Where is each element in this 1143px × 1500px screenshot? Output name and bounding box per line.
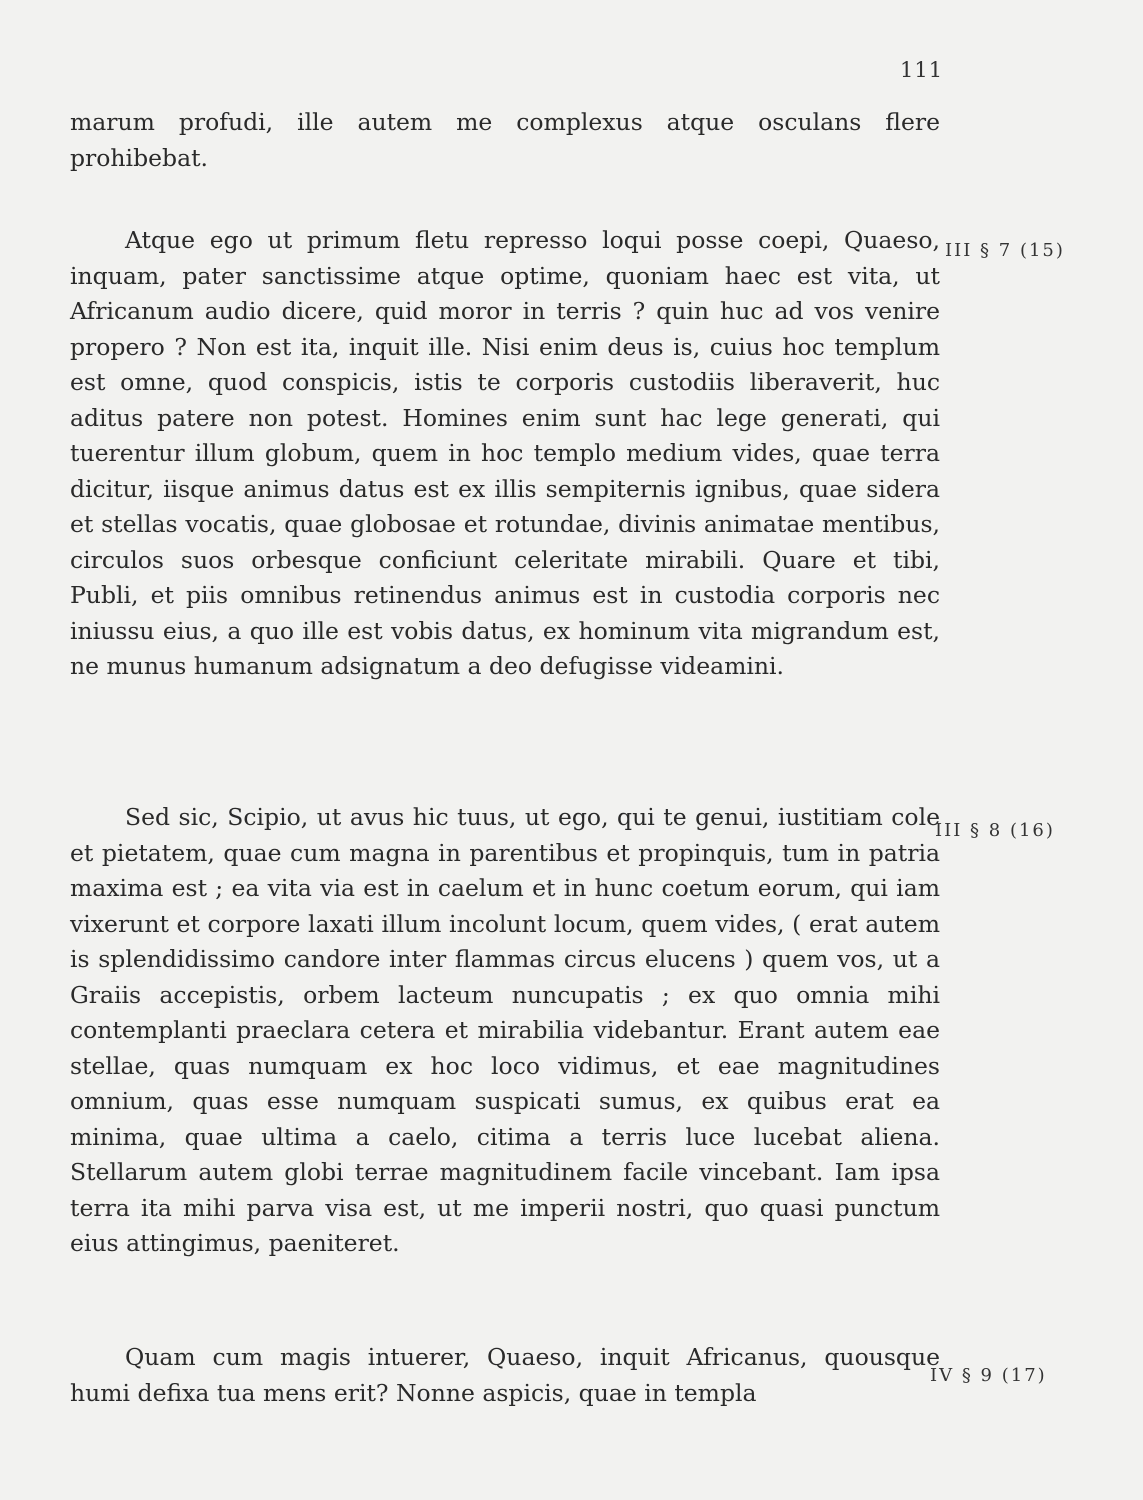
- paragraph-section-7: [70, 223, 940, 685]
- paragraph-text: Quam cum magis intuerer, Quaeso, inquit Africanus, quousque humi defixa tua mens erit? Nonne aspicis, quae in templa: [70, 1343, 940, 1407]
- paragraph-section-8: [70, 800, 940, 1262]
- paragraph-continuation: [70, 105, 940, 176]
- margin-reference: IV § 9 (17): [930, 1365, 1047, 1386]
- paragraph-text: marum profudi, ille autem me complexus atque osculans flere prohibebat.: [70, 108, 940, 172]
- paragraph-text: Sed sic, Scipio, ut avus hic tuus, ut ego, qui te genui, iustitiam cole et pietatem, quae cum magna in parentibus et propinquis, tum in patria maxima est ; ea vita via est in caelum et in hunc coetum eorum, qui iam vixerunt et corpore laxati illum incolunt locum, quem vides, ( erat autem is splendidissimo candore inter flammas circus elucens ) quem vos, ut a Graiis accepistis, orbem lacteum nuncupatis ; ex quo omnia mihi contemplanti praeclara cetera et mirabilia videbantur. Erant autem eae stellae, quas numquam ex hoc loco vidimus, et eae magnitudines omnium, quas esse numquam suspicati sumus, ex quibus erat ea minima, quae ultima a caelo, citima a terris luce lucebat aliena. Stellarum autem globi terrae magnitudinem facile vincebant. Iam ipsa terra ita mihi parva visa est, ut me imperii nostri, quo quasi punctum eius attingimus, paeniteret.: [70, 803, 940, 1257]
- margin-reference: III § 7 (15): [945, 240, 1065, 261]
- paragraph-text: Atque ego ut primum fletu represso loqui posse coepi, Quaeso, inquam, pater sanctissime atque optime, quoniam haec est vita, ut Africanum audio dicere, quid moror in terris ? quin huc ad vos venire propero ? Non est ita, inquit ille. Nisi enim deus is, cuius hoc templum est omne, quod conspicis, istis te corporis custodiis liberaverit, huc aditus patere non potest. Homines enim sunt hac lege generati, qui tuerentur illum globum, quem in hoc templo medium vides, quae terra dicitur, iisque animus datus est ex illis sempiternis ignibus, quae sidera et stellas vocatis, quae globosae et rotundae, divinis animatae mentibus, circulos suos orbesque conficiunt celeritate mirabili. Quare et tibi, Publi, et piis omnibus retinendus animus est in custodia corporis nec iniussu eius, a quo ille est vobis datus, ex hominum vita migrandum est, ne munus humanum adsignatum a deo defugisse videamini.: [70, 226, 940, 680]
- page-number: 111: [900, 58, 944, 82]
- paragraph-section-9: [70, 1340, 940, 1411]
- margin-reference: III § 8 (16): [935, 820, 1055, 841]
